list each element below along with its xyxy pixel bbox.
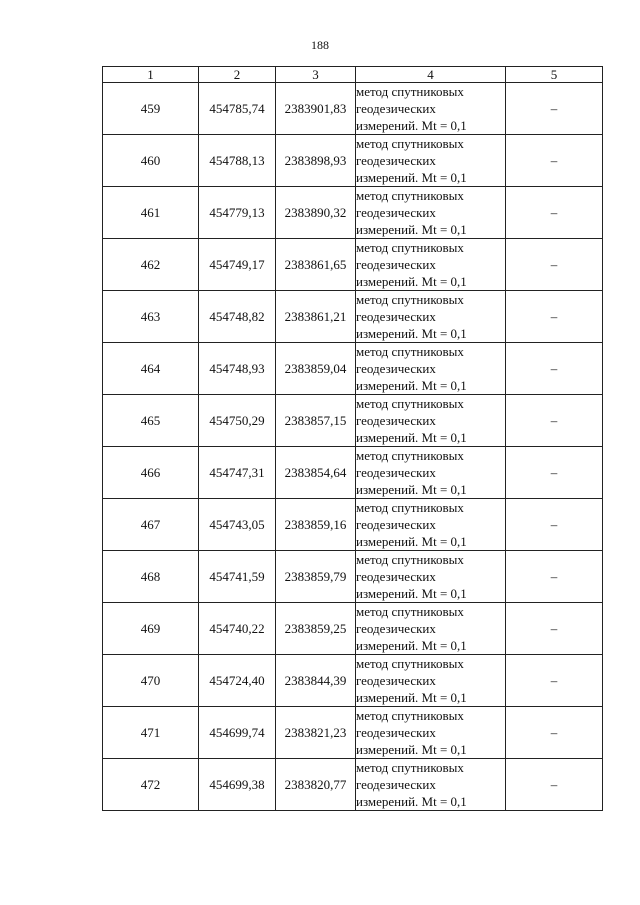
table-row	[103, 759, 603, 811]
table-row	[103, 135, 603, 187]
point-number-cell: 461	[103, 187, 199, 239]
table-row	[103, 603, 603, 655]
point-number-cell: 463	[103, 291, 199, 343]
column-header: 5	[506, 67, 603, 83]
table-row	[103, 499, 603, 551]
x-coordinate-cell: 454740,22	[199, 603, 276, 655]
x-coordinate-cell: 454749,17	[199, 239, 276, 291]
method-line: геодезических	[356, 205, 436, 220]
table-header-row	[103, 67, 603, 83]
x-coordinate-cell: 454748,82	[199, 291, 276, 343]
y-coordinate-cell: 2383857,15	[276, 395, 356, 447]
note-cell: –	[506, 551, 603, 603]
note-cell: –	[506, 499, 603, 551]
coordinates-table	[102, 66, 603, 811]
column-header: 1	[103, 67, 199, 83]
method-line: геодезических	[356, 257, 436, 272]
y-coordinate-cell: 2383890,32	[276, 187, 356, 239]
method-cell	[356, 499, 506, 551]
table-row	[103, 83, 603, 135]
method-line: геодезических	[356, 309, 436, 324]
method-line: измерений. Mt = 0,1	[356, 482, 467, 497]
y-coordinate-cell: 2383859,16	[276, 499, 356, 551]
page-number: 188	[311, 38, 329, 52]
method-cell	[356, 343, 506, 395]
method-line: геодезических	[356, 153, 436, 168]
note-cell: –	[506, 447, 603, 499]
x-coordinate-cell: 454788,13	[199, 135, 276, 187]
y-coordinate-cell: 2383844,39	[276, 655, 356, 707]
method-line: измерений. Mt = 0,1	[356, 274, 467, 289]
method-line: измерений. Mt = 0,1	[356, 638, 467, 653]
point-number-cell: 469	[103, 603, 199, 655]
method-line: метод спутниковых	[356, 136, 464, 151]
x-coordinate-cell: 454785,74	[199, 83, 276, 135]
method-line: геодезических	[356, 465, 436, 480]
method-line: метод спутниковых	[356, 760, 464, 775]
table-row	[103, 395, 603, 447]
point-number-cell: 471	[103, 707, 199, 759]
x-coordinate-cell: 454747,31	[199, 447, 276, 499]
y-coordinate-cell: 2383854,64	[276, 447, 356, 499]
point-number-cell: 468	[103, 551, 199, 603]
x-coordinate-cell: 454748,93	[199, 343, 276, 395]
note-cell: –	[506, 291, 603, 343]
method-line: метод спутниковых	[356, 604, 464, 619]
x-coordinate-cell: 454779,13	[199, 187, 276, 239]
method-line: измерений. Mt = 0,1	[356, 742, 467, 757]
method-cell	[356, 135, 506, 187]
y-coordinate-cell: 2383898,93	[276, 135, 356, 187]
method-line: измерений. Mt = 0,1	[356, 222, 467, 237]
column-header: 3	[276, 67, 356, 83]
x-coordinate-cell: 454750,29	[199, 395, 276, 447]
method-line: метод спутниковых	[356, 240, 464, 255]
method-line: метод спутниковых	[356, 448, 464, 463]
column-header: 4	[356, 67, 506, 83]
method-line: метод спутниковых	[356, 84, 464, 99]
method-cell	[356, 83, 506, 135]
method-line: геодезических	[356, 673, 436, 688]
note-cell: –	[506, 759, 603, 811]
method-line: метод спутниковых	[356, 552, 464, 567]
method-line: измерений. Mt = 0,1	[356, 534, 467, 549]
table-row	[103, 291, 603, 343]
method-line: геодезических	[356, 569, 436, 584]
x-coordinate-cell: 454699,74	[199, 707, 276, 759]
x-coordinate-cell: 454699,38	[199, 759, 276, 811]
method-line: геодезических	[356, 517, 436, 532]
y-coordinate-cell: 2383859,04	[276, 343, 356, 395]
method-line: геодезических	[356, 621, 436, 636]
note-cell: –	[506, 83, 603, 135]
method-line: измерений. Mt = 0,1	[356, 690, 467, 705]
y-coordinate-cell: 2383861,21	[276, 291, 356, 343]
table-row	[103, 187, 603, 239]
method-line: измерений. Mt = 0,1	[356, 430, 467, 445]
method-line: метод спутниковых	[356, 396, 464, 411]
y-coordinate-cell: 2383861,65	[276, 239, 356, 291]
y-coordinate-cell: 2383821,23	[276, 707, 356, 759]
method-line: метод спутниковых	[356, 708, 464, 723]
method-line: измерений. Mt = 0,1	[356, 118, 467, 133]
method-line: метод спутниковых	[356, 656, 464, 671]
table-row	[103, 551, 603, 603]
method-cell	[356, 551, 506, 603]
method-cell	[356, 239, 506, 291]
table-row	[103, 239, 603, 291]
y-coordinate-cell: 2383859,79	[276, 551, 356, 603]
y-coordinate-cell: 2383859,25	[276, 603, 356, 655]
point-number-cell: 464	[103, 343, 199, 395]
method-line: метод спутниковых	[356, 188, 464, 203]
method-cell	[356, 655, 506, 707]
method-cell	[356, 603, 506, 655]
note-cell: –	[506, 239, 603, 291]
point-number-cell: 466	[103, 447, 199, 499]
method-line: измерений. Mt = 0,1	[356, 378, 467, 393]
x-coordinate-cell: 454724,40	[199, 655, 276, 707]
point-number-cell: 472	[103, 759, 199, 811]
note-cell: –	[506, 187, 603, 239]
note-cell: –	[506, 707, 603, 759]
method-line: измерений. Mt = 0,1	[356, 794, 467, 809]
method-cell	[356, 707, 506, 759]
column-header: 2	[199, 67, 276, 83]
table-row	[103, 343, 603, 395]
point-number-cell: 465	[103, 395, 199, 447]
x-coordinate-cell: 454741,59	[199, 551, 276, 603]
y-coordinate-cell: 2383901,83	[276, 83, 356, 135]
method-line: измерений. Mt = 0,1	[356, 170, 467, 185]
point-number-cell: 470	[103, 655, 199, 707]
table-row	[103, 655, 603, 707]
method-line: геодезических	[356, 725, 436, 740]
method-line: метод спутниковых	[356, 344, 464, 359]
note-cell: –	[506, 603, 603, 655]
table-row	[103, 447, 603, 499]
point-number-cell: 462	[103, 239, 199, 291]
method-line: измерений. Mt = 0,1	[356, 326, 467, 341]
method-cell	[356, 291, 506, 343]
method-line: геодезических	[356, 777, 436, 792]
method-line: метод спутниковых	[356, 500, 464, 515]
method-line: измерений. Mt = 0,1	[356, 586, 467, 601]
method-cell	[356, 447, 506, 499]
method-cell	[356, 759, 506, 811]
method-line: геодезических	[356, 413, 436, 428]
table-row	[103, 707, 603, 759]
x-coordinate-cell: 454743,05	[199, 499, 276, 551]
method-cell	[356, 187, 506, 239]
y-coordinate-cell: 2383820,77	[276, 759, 356, 811]
method-line: метод спутниковых	[356, 292, 464, 307]
point-number-cell: 467	[103, 499, 199, 551]
method-line: геодезических	[356, 361, 436, 376]
method-cell	[356, 395, 506, 447]
note-cell: –	[506, 395, 603, 447]
note-cell: –	[506, 343, 603, 395]
note-cell: –	[506, 655, 603, 707]
method-line: геодезических	[356, 101, 436, 116]
point-number-cell: 460	[103, 135, 199, 187]
note-cell: –	[506, 135, 603, 187]
point-number-cell: 459	[103, 83, 199, 135]
